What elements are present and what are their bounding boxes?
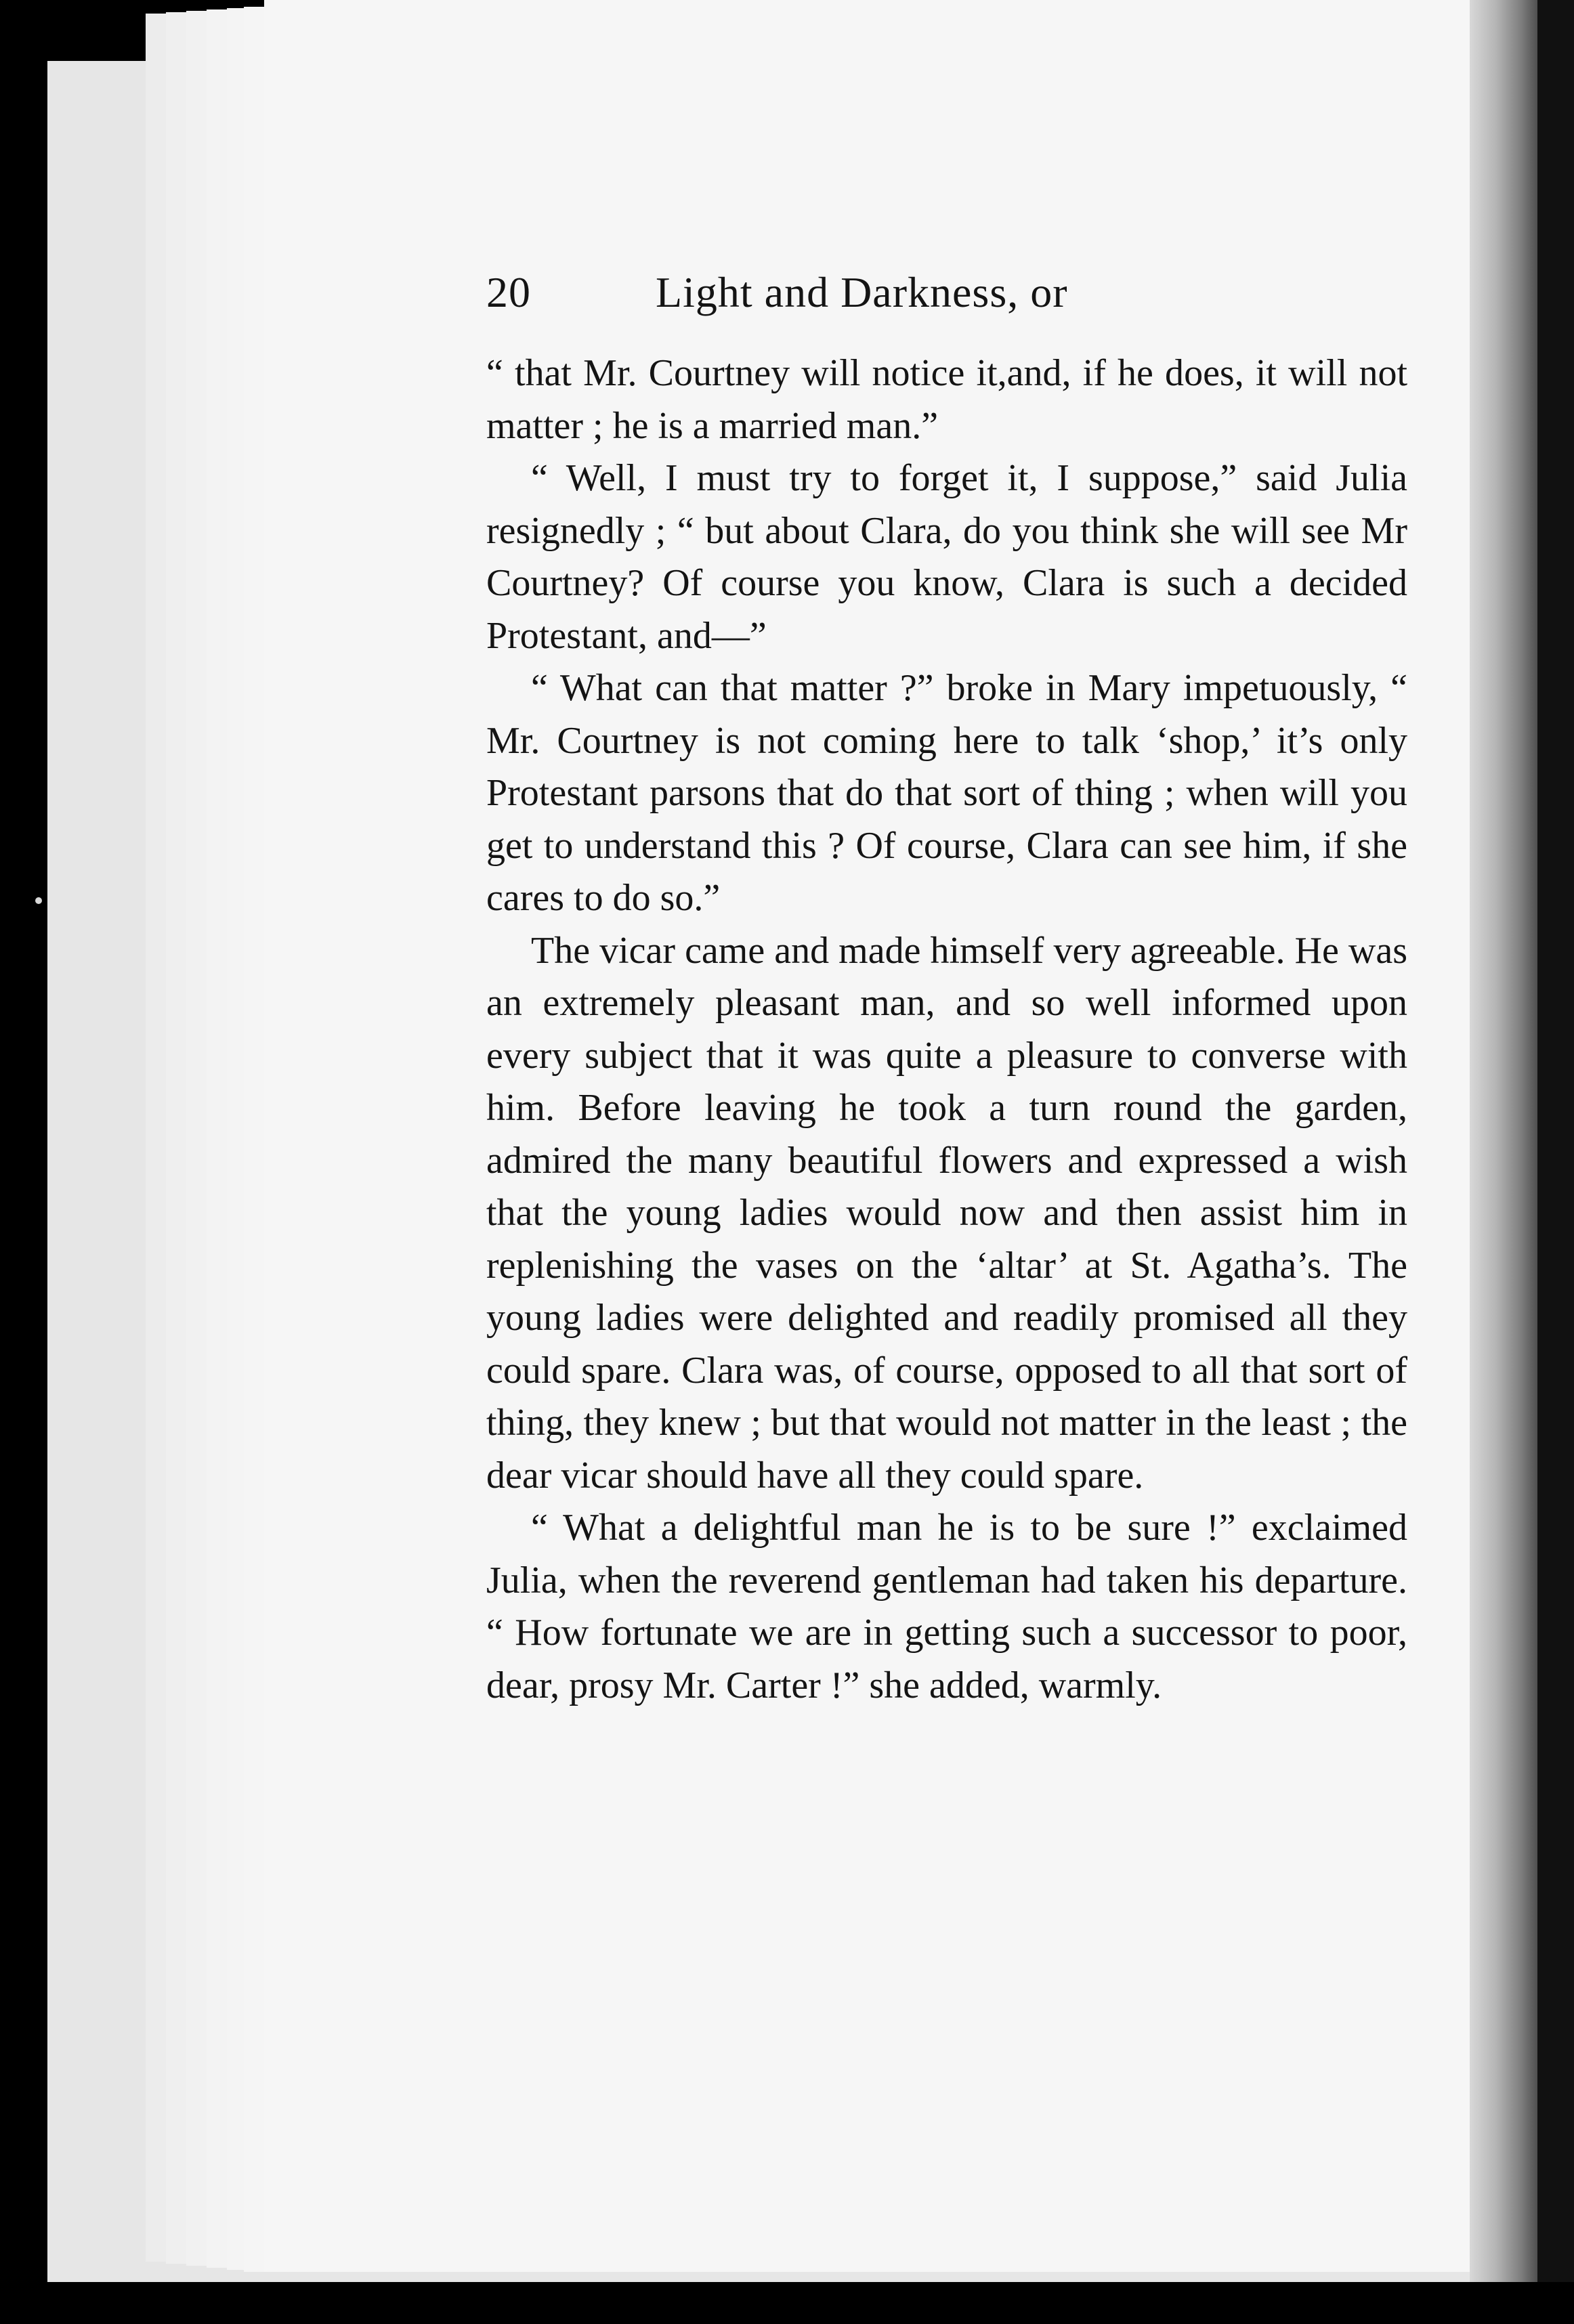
running-head-title: Light and Darkness, or [656,268,1068,316]
scan-background [0,2282,1574,2324]
page-number: 20 [486,268,531,316]
page-text [486,267,1407,1712]
binding-gutter [1470,0,1544,2324]
binding-edge [1537,0,1574,2324]
paragraph: “ Well, I must try to forget it, I suppose,” said Julia resignedly ; “ but about Clara, do you think she will see Mr Courtney? Of course you know, Clara is such a decided Protestant, and—” [486,457,1407,657]
paragraph: The vicar came and made himself very agreeable. He was an extremely pleasant man, and so well informed upon every subject that it was quite a pleasure to converse with him. Before leaving he took a turn round the garden, admired the many beautiful flowers and expressed a wish that the young ladies would now and then assist him in replenishing the vases on the ‘altar’ at St. Agatha’s. The young ladies were delighted and readily promised all they could spare. Clara was, of course, opposed to all that sort of thing, they knew ; but that would not matter in the least ; the dear vicar should have all they could spare. [486,929,1407,1497]
running-head [486,267,1407,322]
dust-speck [35,897,42,904]
paragraph: “ What can that matter ?” broke in Mary impetuously, “ Mr. Courtney is not coming here to talk ‘shop,’ it’s only Protestant parsons that do that sort of thing ; when will you get to understand this ? Of course, Clara can see him, if she cares to do so.” [486,667,1407,919]
paragraph: “ that Mr. Courtney will notice it,and, if he does, it will not matter ; he is a married man.” [486,352,1407,447]
paragraph: “ What a delightful man he is to be sure !” exclaimed Julia, when the reverend gentleman had taken his departure. “ How fortunate we are in getting such a successor to poor, dear, prosy Mr. Carter !” she added, warmly. [486,1507,1407,1706]
